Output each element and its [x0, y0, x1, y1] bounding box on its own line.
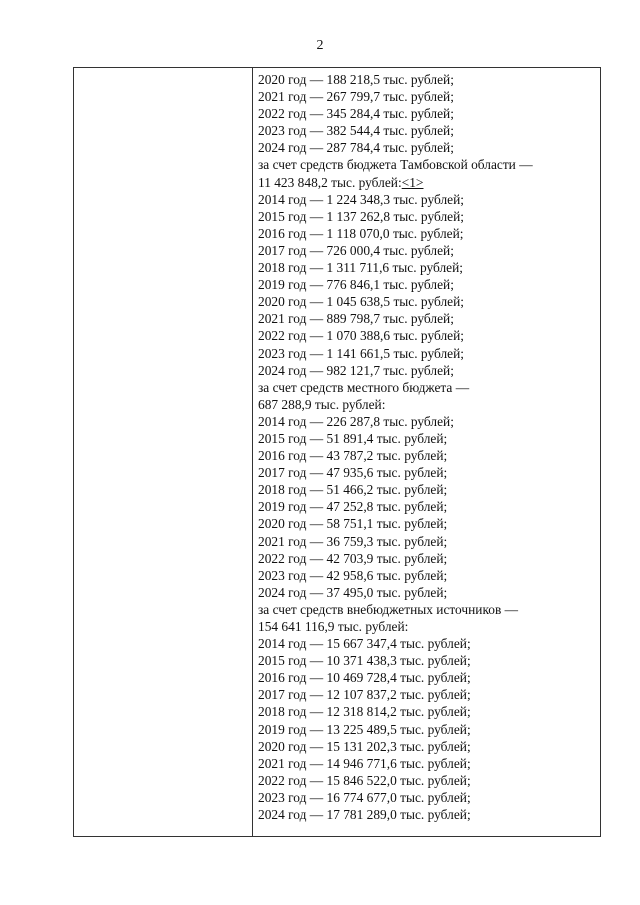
- funding-line: [258, 310, 600, 327]
- funding-line-text: 2022 год — 1 070 388,6 тыс. рублей;: [258, 328, 464, 344]
- funding-line-text: 11 423 848,2 тыс. рублей:: [258, 174, 402, 190]
- funding-line-text: 2017 год — 726 000,4 тыс. рублей;: [258, 242, 454, 258]
- funding-line-text: 2023 год — 382 544,4 тыс. рублей;: [258, 123, 454, 139]
- funding-line: [258, 259, 600, 276]
- funding-line-text: 2019 год — 47 252,8 тыс. рублей;: [258, 499, 448, 515]
- funding-line: [258, 738, 600, 755]
- funding-line: [258, 703, 600, 720]
- funding-line-text: 2014 год — 15 667 347,4 тыс. рублей;: [258, 636, 471, 652]
- funding-line-text: 2020 год — 188 218,5 тыс. рублей;: [258, 72, 454, 87]
- funding-line: [258, 533, 600, 550]
- funding-line-text: 154 641 116,9 тыс. рублей:: [258, 619, 409, 634]
- funding-line: [258, 635, 600, 652]
- funding-line-text: 2019 год — 13 225 489,5 тыс. рублей;: [258, 721, 471, 737]
- funding-line-text: за счет средств бюджета Тамбовской области —: [258, 157, 533, 173]
- funding-line: [258, 225, 600, 242]
- funding-line: [258, 122, 600, 139]
- funding-line-text: 2023 год — 42 958,6 тыс. рублей;: [258, 567, 448, 583]
- funding-line: [258, 105, 600, 122]
- funding-line: [258, 447, 600, 464]
- funding-line-text: 2016 год — 1 118 070,0 тыс. рублей;: [258, 225, 464, 241]
- funding-line: [258, 156, 600, 173]
- funding-line: [258, 498, 600, 515]
- funding-line: [258, 396, 600, 413]
- funding-line: [258, 806, 600, 823]
- funding-line-text: 2023 год — 16 774 677,0 тыс. рублей;: [258, 789, 471, 805]
- funding-line-text: 2022 год — 15 846 522,0 тыс. рублей;: [258, 772, 471, 788]
- funding-line: [258, 71, 600, 88]
- funding-line: [258, 362, 600, 379]
- funding-line: [258, 293, 600, 310]
- funding-line: [258, 174, 600, 191]
- page-number: 2: [316, 38, 324, 53]
- funding-line: [258, 139, 600, 156]
- funding-line-text: 2015 год — 1 137 262,8 тыс. рублей;: [258, 208, 464, 224]
- funding-line: [258, 242, 600, 259]
- funding-line-text: 2023 год — 1 141 661,5 тыс. рублей;: [258, 345, 464, 361]
- funding-line: [258, 88, 600, 105]
- table-left-cell: [74, 68, 253, 836]
- funding-line: [258, 584, 600, 601]
- funding-line: [258, 755, 600, 772]
- funding-line-text: 2019 год — 776 846,1 тыс. рублей;: [258, 277, 454, 293]
- funding-line-text: 2015 год — 51 891,4 тыс. рублей;: [258, 430, 448, 446]
- funding-line-text: 2021 год — 889 798,7 тыс. рублей;: [258, 311, 454, 327]
- funding-line-text: 2024 год — 287 784,4 тыс. рублей;: [258, 140, 454, 156]
- funding-line: [258, 276, 600, 293]
- funding-line-text: 2024 год — 982 121,7 тыс. рублей;: [258, 362, 454, 378]
- funding-line-text: 2020 год — 1 045 638,5 тыс. рублей;: [258, 294, 464, 310]
- funding-line-text: 2016 год — 10 469 728,4 тыс. рублей;: [258, 670, 471, 686]
- funding-line: [258, 345, 600, 362]
- funding-line-text: 2024 год — 17 781 289,0 тыс. рублей;: [258, 807, 471, 823]
- funding-line-text: 2022 год — 345 284,4 тыс. рублей;: [258, 106, 454, 122]
- funding-line: [258, 686, 600, 703]
- funding-line: [258, 567, 600, 584]
- funding-line-text: 2020 год — 15 131 202,3 тыс. рублей;: [258, 738, 471, 754]
- funding-line: [258, 379, 600, 396]
- funding-line-text: 2015 год — 10 371 438,3 тыс. рублей;: [258, 653, 471, 669]
- funding-line-text: 2018 год — 12 318 814,2 тыс. рублей;: [258, 704, 471, 720]
- funding-line-text: за счет средств внебюджетных источников —: [258, 601, 519, 617]
- funding-line: [258, 550, 600, 567]
- funding-line-text: 2020 год — 58 751,1 тыс. рублей;: [258, 516, 448, 532]
- funding-line: [258, 618, 600, 635]
- funding-line: [258, 430, 600, 447]
- funding-line-text: 2021 год — 267 799,7 тыс. рублей;: [258, 89, 454, 105]
- funding-line-text: за счет средств местного бюджета —: [258, 379, 470, 395]
- funding-line-text: 2021 год — 36 759,3 тыс. рублей;: [258, 533, 448, 549]
- funding-line-text: 2014 год — 1 224 348,3 тыс. рублей;: [258, 191, 464, 207]
- funding-line: [258, 481, 600, 498]
- funding-line: [258, 413, 600, 430]
- funding-line: [258, 789, 600, 806]
- funding-line: [258, 464, 600, 481]
- funding-line-text: 2018 год — 1 311 711,6 тыс. рублей;: [258, 260, 463, 276]
- funding-line: [258, 191, 600, 208]
- funding-line: [258, 669, 600, 686]
- funding-line: [258, 721, 600, 738]
- funding-table: [73, 67, 601, 837]
- funding-line-text: 687 288,9 тыс. рублей:: [258, 396, 386, 412]
- table-right-cell: [254, 68, 600, 836]
- funding-line: [258, 601, 600, 618]
- funding-line-text: 2018 год — 51 466,2 тыс. рублей;: [258, 482, 448, 498]
- funding-line-text: 2014 год — 226 287,8 тыс. рублей;: [258, 413, 454, 429]
- funding-line-text: 2017 год — 12 107 837,2 тыс. рублей;: [258, 687, 471, 703]
- funding-line-text: 2016 год — 43 787,2 тыс. рублей;: [258, 448, 448, 464]
- footnote-reference-link[interactable]: <1>: [401, 174, 424, 190]
- funding-line: [258, 772, 600, 789]
- funding-line: [258, 652, 600, 669]
- funding-line-text: 2021 год — 14 946 771,6 тыс. рублей;: [258, 755, 471, 771]
- funding-line-text: 2024 год — 37 495,0 тыс. рублей;: [258, 584, 448, 600]
- funding-line-text: 2022 год — 42 703,9 тыс. рублей;: [258, 550, 448, 566]
- funding-line: [258, 515, 600, 532]
- funding-line-text: 2017 год — 47 935,6 тыс. рублей;: [258, 465, 448, 481]
- funding-line: [258, 208, 600, 225]
- funding-line: [258, 327, 600, 344]
